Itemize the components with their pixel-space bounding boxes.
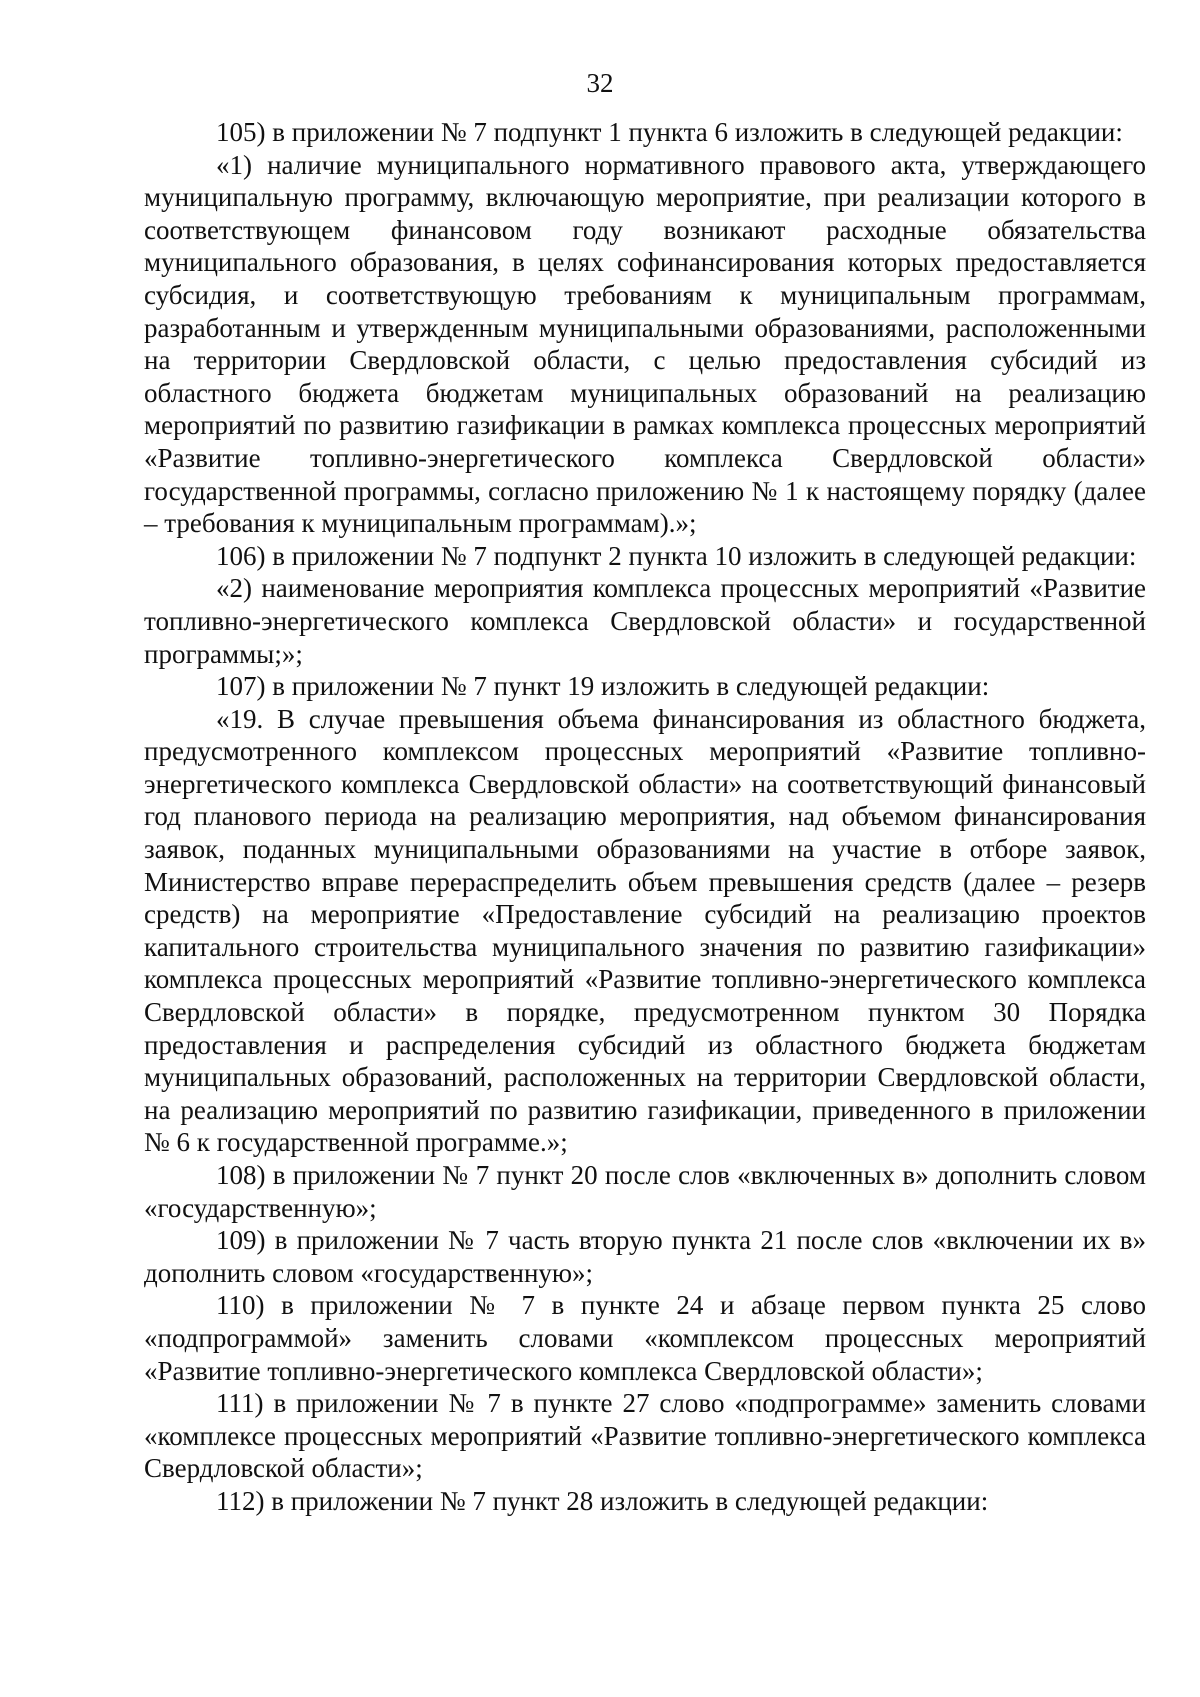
paragraph-105: 105) в приложении № 7 подпункт 1 пункта 6 изложить в следующей редакции:: [216, 117, 1123, 147]
document-body: [144, 116, 1146, 1518]
paragraph-107-text: «19. В случае превышения объема финансирования из областного бюджета, предусмотренного комплексом процессных мероприятий «Развитие топливно-энергетического комплекса Свердловской области» на соответствующий финансовый год планового периода на реализацию мероприятия, над объемом финансирования заявок, поданных муниципальными образованиями на участие в отборе заявок, Министерство вправе перераспределить объем превышения средств (далее – резерв средств) на мероприятие «Предоставление субсидий на реализацию проектов капитального строительства муниципального значения по развитию газификации» комплекса процессных мероприятий «Развитие топливно-энергетического комплекса Свердловской области» в порядке, предусмотренном пунктом 30 Порядка предоставления и распределения субсидий из областного бюджета бюджетам муниципальных образований, расположенных на территории Свердловской области, на реализацию мероприятий по развитию газификации, приведенного в приложении № 6 к государственной программе.»;: [144, 703, 1146, 1158]
paragraph-110: 110) в приложении № 7 в пункте 24 и абзаце первом пункта 25 слово «подпрограммой» заменить словами «комплексом процессных мероприятий «Развитие топливно-энергетического комплекса Свердловской области»;: [144, 1290, 1146, 1386]
paragraph-107: 107) в приложении № 7 пункт 19 изложить в следующей редакции:: [216, 671, 990, 702]
paragraph-106-text: «2) наименование мероприятия комплекса процессных мероприятий «Развитие топливно-энергетического комплекса Свердловской области» и государственной программы;»;: [144, 573, 1146, 669]
paragraph-111: 111) в приложении № 7 в пункте 27 слово «подпрограмме» заменить словами «комплексе процессных мероприятий «Развитие топливно-энергетического комплекса Свердловской области»;: [144, 1388, 1146, 1484]
page-number: 32: [586, 68, 614, 98]
paragraph-108: 108) в приложении № 7 пункт 20 после слов «включенных в» дополнить словом «государственную»;: [144, 1160, 1146, 1223]
paragraph-112: 112) в приложении № 7 пункт 28 изложить в следующей редакции:: [216, 1485, 989, 1516]
paragraph-105-text: «1) наличие муниципального нормативного правового акта, утверждающего муниципальную программу, включающую мероприятие, при реализации которого в соответствующем финансовом году возникают расходные обязательства муниципального образования, в целях софинансирования которых предоставляется субсидия, и соответствующую требованиям к муниципальным программам, разработанным и утвержденным муниципальными образованиями, расположенными на территории Свердловской области, с целью предоставления субсидий из областного бюджета бюджетам муниципальных образований на реализацию мероприятий по развитию газификации в рамках комплекса процессных мероприятий «Развитие топливно-энергетического комплекса Свердловской области» государственной программы, согласно приложению № 1 к настоящему порядку (далее – требования к муниципальным программам).»;: [144, 149, 1146, 539]
paragraph-109: 109) в приложении № 7 часть вторую пункта 21 после слов «включении их в» дополнить словом «государственную»;: [144, 1225, 1146, 1288]
paragraph-106: 106) в приложении № 7 подпункт 2 пункта 10 изложить в следующей редакции:: [216, 540, 1137, 571]
